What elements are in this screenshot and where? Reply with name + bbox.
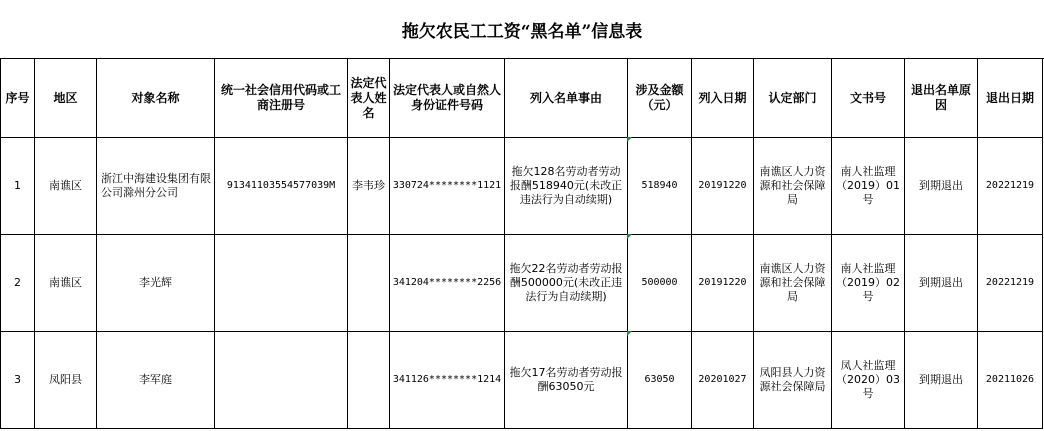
header-region: 地区 bbox=[35, 59, 97, 138]
cell-dept: 南谯区人力资源和社会保障局 bbox=[754, 235, 832, 332]
header-exit-reason: 退出名单原因 bbox=[905, 59, 978, 138]
header-seq: 序号 bbox=[1, 59, 35, 138]
table-row bbox=[1, 138, 1043, 235]
cell-exit-date: 20221219 bbox=[978, 235, 1043, 332]
cell-region: 南谯区 bbox=[35, 138, 97, 235]
header-amount: 涉及金额（元） bbox=[628, 59, 692, 138]
cell-doc-no: 南人社监理（2019）02号 bbox=[832, 235, 905, 332]
cell-name: 浙江中海建设集团有限公司滁州分公司 bbox=[97, 138, 215, 235]
cell-marker-icon bbox=[627, 137, 632, 142]
cell-marker-icon bbox=[627, 234, 632, 239]
cell-marker-icon bbox=[627, 331, 632, 336]
cell-id-no: 341204********2256 bbox=[390, 235, 505, 332]
table-row bbox=[1, 332, 1043, 429]
table-title: 拖欠农民工工资“黑名单”信息表 bbox=[0, 0, 1044, 59]
header-reason: 列入名单事由 bbox=[505, 59, 628, 138]
header-rep: 法定代表人姓名 bbox=[348, 59, 390, 138]
cell-list-date: 20191220 bbox=[692, 138, 754, 235]
cell-seq: 2 bbox=[1, 235, 35, 332]
cell-doc-no: 凤人社监理（2020）03号 bbox=[832, 332, 905, 429]
cell-exit-date: 20211026 bbox=[978, 332, 1043, 429]
cell-credit-code: 91341103554577039M bbox=[215, 138, 348, 235]
cell-rep bbox=[348, 332, 390, 429]
cell-amount: 500000 bbox=[628, 235, 692, 332]
header-doc-no: 文书号 bbox=[832, 59, 905, 138]
cell-reason: 拖欠17名劳动者劳动报酬63050元 bbox=[505, 332, 628, 429]
header-row bbox=[1, 59, 1043, 138]
cell-list-date: 20201027 bbox=[692, 332, 754, 429]
cell-exit-reason: 到期退出 bbox=[905, 235, 978, 332]
cell-credit-code bbox=[215, 332, 348, 429]
cell-rep: 李韦珍 bbox=[348, 138, 390, 235]
cell-id-no: 330724********1121 bbox=[390, 138, 505, 235]
header-list-date: 列入日期 bbox=[692, 59, 754, 138]
cell-region: 南谯区 bbox=[35, 235, 97, 332]
header-name: 对象名称 bbox=[97, 59, 215, 138]
cell-name: 李光辉 bbox=[97, 235, 215, 332]
cell-dept: 南谯区人力资源和社会保障局 bbox=[754, 138, 832, 235]
cell-credit-code bbox=[215, 235, 348, 332]
header-id-no: 法定代表人或自然人身份证件号码 bbox=[390, 59, 505, 138]
cell-rep bbox=[348, 235, 390, 332]
table-row bbox=[1, 235, 1043, 332]
header-dept: 认定部门 bbox=[754, 59, 832, 138]
cell-dept: 凤阳县人力资源社会保障局 bbox=[754, 332, 832, 429]
cell-exit-reason: 到期退出 bbox=[905, 138, 978, 235]
cell-reason: 拖欠128名劳动者劳动报酬518940元(未改正违法行为自动续期) bbox=[505, 138, 628, 235]
cell-amount: 518940 bbox=[628, 138, 692, 235]
cell-seq: 1 bbox=[1, 138, 35, 235]
header-credit-code: 统一社会信用代码或工商注册号 bbox=[215, 59, 348, 138]
cell-exit-reason: 到期退出 bbox=[905, 332, 978, 429]
cell-id-no: 341126********1214 bbox=[390, 332, 505, 429]
cell-doc-no: 南人社监理（2019）01号 bbox=[832, 138, 905, 235]
cell-amount: 63050 bbox=[628, 332, 692, 429]
cell-region: 凤阳县 bbox=[35, 332, 97, 429]
blacklist-table bbox=[0, 58, 1043, 429]
header-exit-date: 退出日期 bbox=[978, 59, 1043, 138]
cell-exit-date: 20221219 bbox=[978, 138, 1043, 235]
cell-reason: 拖欠22名劳动者劳动报酬500000元(未改正违法行为自动续期) bbox=[505, 235, 628, 332]
cell-name: 李军庭 bbox=[97, 332, 215, 429]
cell-seq: 3 bbox=[1, 332, 35, 429]
cell-list-date: 20191220 bbox=[692, 235, 754, 332]
